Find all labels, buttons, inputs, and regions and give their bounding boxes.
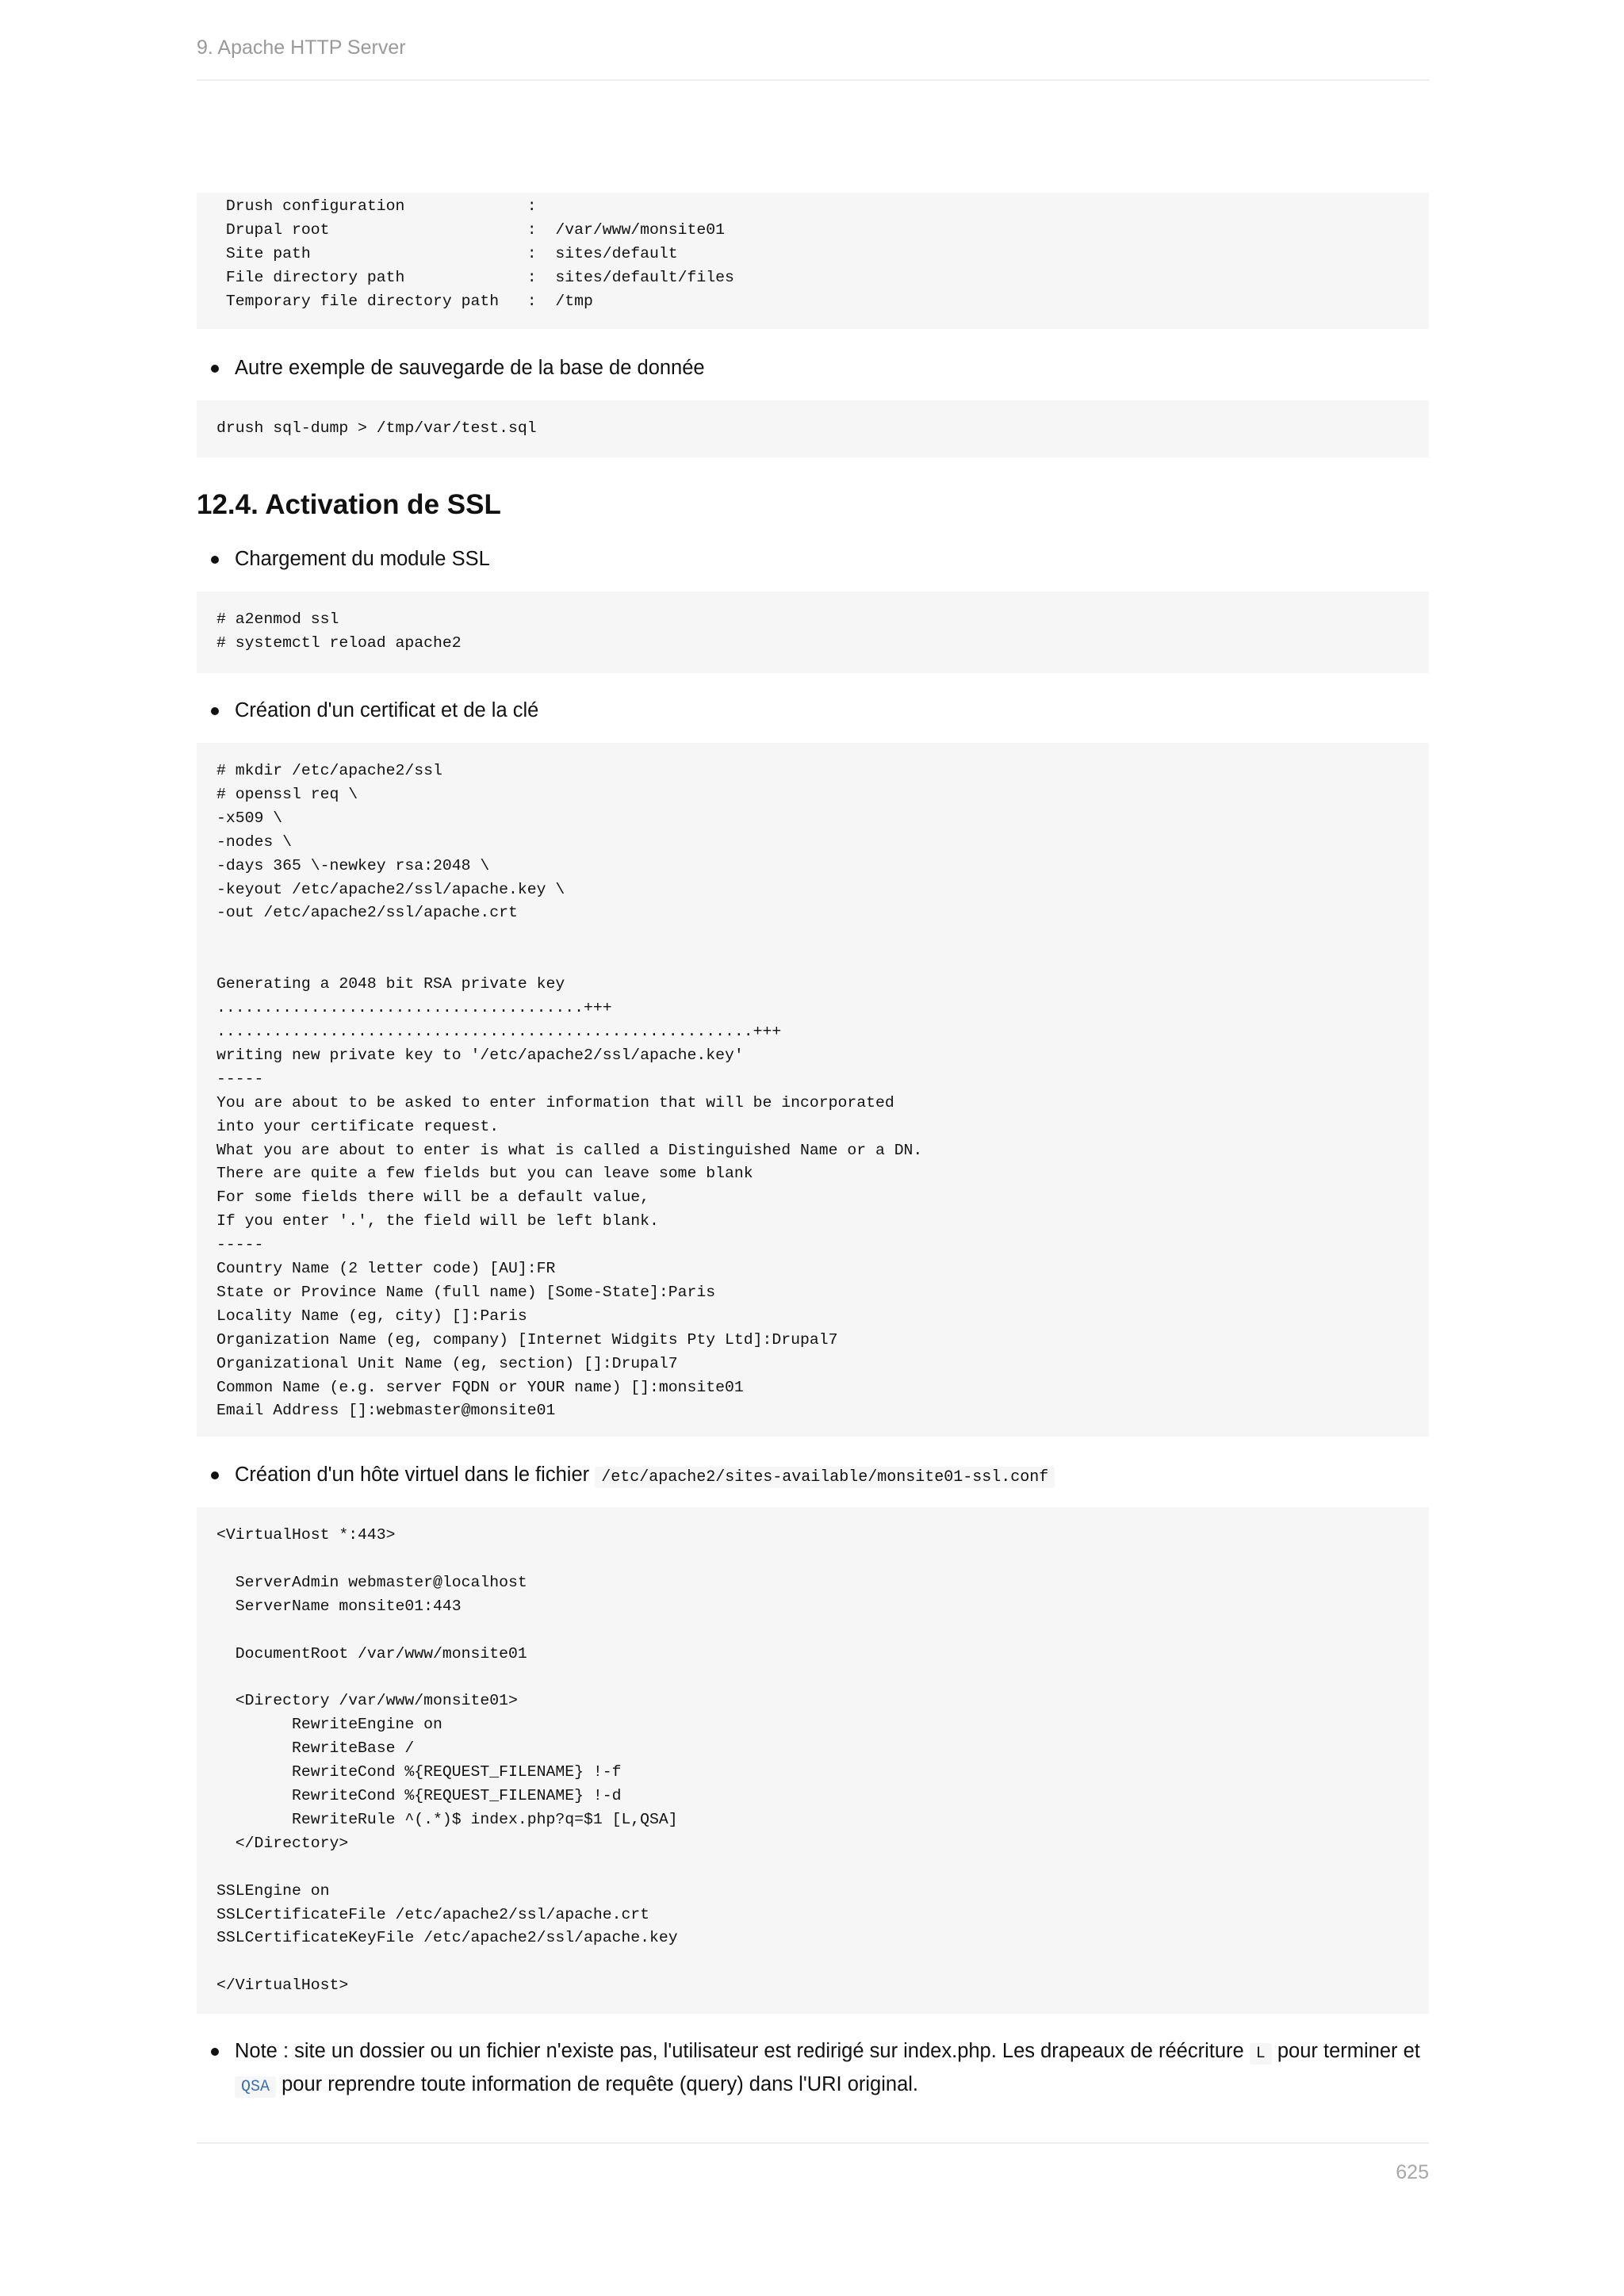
note-text-part3: pour reprendre toute information de requête (query) dans l'URI original. — [282, 2073, 918, 2095]
bullet-sql-dump — [197, 353, 1429, 383]
drush-status-code-block: Drush configuration : Drupal root : /var/www/monsite01 Site path : sites/default File directory path : sites/default/files Temporary file directory path : /tmp — [197, 193, 1429, 329]
bullet-dot — [211, 1471, 219, 1479]
bullet-text: Création d'un hôte virtuel dans le fichier — [235, 1464, 590, 1486]
page-number: 625 — [1396, 2161, 1429, 2183]
bullet-dot — [211, 365, 219, 373]
section-title: 12.4. Activation de SSL — [197, 489, 501, 520]
flag-qsa-code: QSA — [235, 2076, 276, 2098]
note-text-part1: Note : site un dossier ou un fichier n'existe pas, l'utilisateur est redirigé sur index.php. Les drapeaux de réécriture — [235, 2040, 1244, 2062]
bullet-dot — [211, 707, 219, 715]
ssl-module-code-block: # a2enmod ssl # systemctl reload apache2 — [197, 591, 1429, 673]
bullet-certificate — [197, 695, 1429, 725]
sql-dump-code-block: drush sql-dump > /tmp/var/test.sql — [197, 400, 1429, 457]
note-text-part2: pour terminer et — [1277, 2040, 1420, 2062]
bullet-text: Chargement du module SSL — [235, 548, 490, 570]
flag-l-code: L — [1250, 2043, 1272, 2064]
bullet-dot — [211, 556, 219, 564]
footer-rule — [197, 2142, 1429, 2144]
header-rule — [197, 79, 1429, 81]
bullet-note — [197, 2036, 1429, 2103]
bullet-virtual-host — [197, 1460, 1429, 1493]
certificate-code-block: # mkdir /etc/apache2/ssl # openssl req \ -x509 \ -nodes \ -days 365 \-newkey rsa:2048 \ -keyout /etc/apache2/ssl/apache.key \ -out /etc/apache2/ssl/apache.crt Generating a 2048 bit RSA private key .......................................+++ .........................................................+++ writing new private key to '/etc/apache2/ssl/apache.key' ----- You are about to be asked to enter information that will be incorporated into your certificate request. What you are about to enter is what is called a Distinguished Name or a DN. There are quite a few fields but you can leave some blank For some fields there will be a default value, If you enter '.', the field will be left blank. ----- Country Name (2 letter code) [AU]:FR State or Province Name (full name) [Some-State]:Paris Locality Name (eg, city) []:Paris Organization Name (eg, company) [Internet Widgits Pty Ltd]:Drupal7 Organizational Unit Name (eg, section) []:Drupal7 Common Name (e.g. server FQDN or YOUR name) []:monsite01 Email Address []:webmaster@monsite01 — [197, 743, 1429, 1437]
bullet-text: Autre exemple de sauvegarde de la base de donnée — [235, 357, 705, 379]
vhost-file-path: /etc/apache2/sites-available/monsite01-ssl.conf — [595, 1467, 1055, 1488]
bullet-dot — [211, 2048, 219, 2056]
running-header: 9. Apache HTTP Server — [197, 36, 406, 59]
vhost-code-block: <VirtualHost *:443> ServerAdmin webmaster@localhost ServerName monsite01:443 DocumentRoot /var/www/monsite01 <Directory /var/www/monsite01> RewriteEngine on RewriteBase / RewriteCond %{REQUEST_FILENAME} !-f RewriteCond %{REQUEST_FILENAME} !-d RewriteRule ^(.*)$ index.php?q=$1 [L,QSA] </Directory> SSLEngine on SSLCertificateFile /etc/apache2/ssl/apache.crt SSLCertificateKeyFile /etc/apache2/ssl/apache.key </VirtualHost> — [197, 1507, 1429, 2014]
bullet-text: Création d'un certificat et de la clé — [235, 699, 539, 721]
bullet-ssl-module — [197, 544, 1429, 574]
